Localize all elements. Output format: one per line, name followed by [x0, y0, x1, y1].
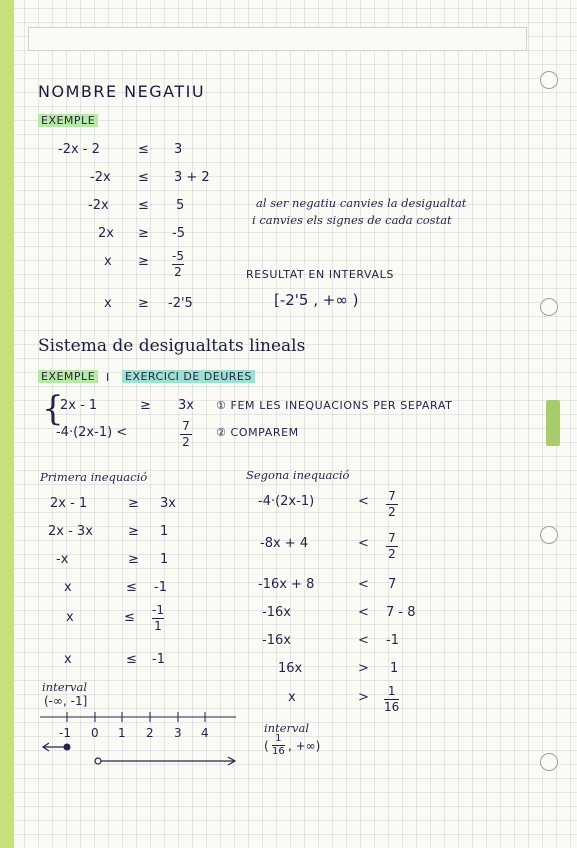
axis-tick-label: -1	[59, 726, 71, 740]
second-op: >	[358, 661, 369, 676]
second-right: -1	[386, 633, 399, 648]
first-left: x	[66, 610, 74, 625]
numerator: 1	[275, 733, 282, 744]
interval-fraction	[272, 734, 285, 757]
first-op: ≤	[126, 652, 137, 667]
note-line: al ser negatiu canvies la desigualtat	[256, 196, 467, 210]
second-op: <	[358, 577, 369, 592]
eq-right: 5	[176, 198, 185, 213]
example-label: EXEMPLE	[38, 114, 98, 127]
denominator: 2	[182, 435, 190, 449]
interval-open: (	[264, 739, 269, 753]
interval-value: (-∞, -1]	[44, 694, 88, 708]
second-left: -4·(2x-1)	[258, 494, 315, 509]
first-right: 3x	[160, 496, 176, 511]
example-label: EXEMPLE	[38, 370, 98, 383]
first-left: 2x - 1	[50, 496, 88, 511]
second-left: -8x + 4	[260, 536, 309, 551]
first-left: x	[64, 652, 72, 667]
first-left: -x	[56, 552, 69, 567]
numerator: 7	[388, 531, 396, 545]
denominator: 2	[388, 547, 396, 561]
denominator: 16	[384, 700, 400, 714]
second-op: <	[358, 494, 369, 509]
step-2: ② COMPAREM	[216, 426, 299, 439]
eq-right: -2'5	[168, 296, 193, 311]
system-eq-left: 2x - 1	[60, 398, 98, 413]
second-left: -16x	[262, 605, 291, 620]
second-left: -16x + 8	[258, 577, 315, 592]
section-title: NOMBRE NEGATIU	[38, 82, 206, 101]
second-left: -16x	[262, 633, 291, 648]
first-op: ≤	[126, 580, 137, 595]
denominator: 2	[174, 265, 182, 279]
second-right: 1	[390, 661, 399, 676]
first-left: x	[64, 580, 72, 595]
numerator: -5	[172, 249, 184, 263]
denominator: 2	[388, 505, 396, 519]
second-left: 16x	[278, 661, 303, 676]
eq-op: ≤	[138, 170, 149, 185]
result-label: RESULTAT EN INTERVALS	[246, 268, 394, 281]
note-line: i canvies els signes de cada costat	[252, 213, 452, 227]
denominator: 16	[272, 746, 285, 757]
system-brace: {	[42, 389, 64, 429]
system-eq-op: ≥	[140, 398, 151, 413]
first-op: ≥	[128, 524, 139, 539]
axis-tick-label: 2	[146, 726, 154, 740]
numerator: 7	[388, 489, 396, 503]
second-op: <	[358, 605, 369, 620]
axis-tick-label: 0	[91, 726, 99, 740]
first-op: ≥	[128, 552, 139, 567]
first-op: ≤	[124, 610, 135, 625]
numerator: -1	[152, 603, 164, 617]
eq-left: 2x	[98, 226, 114, 241]
eq-left: -2x	[90, 170, 111, 185]
first-title: Primera inequació	[40, 470, 148, 484]
denominator: 1	[154, 619, 162, 633]
result-interval: [-2'5 , +∞ )	[274, 291, 359, 309]
eq-right: 3	[174, 142, 183, 157]
eq-op: ≥	[138, 296, 149, 311]
axis-tick-label: 1	[118, 726, 126, 740]
eq-left: -2x - 2	[58, 142, 100, 157]
axis-tick-label: 3	[174, 726, 182, 740]
first-op: ≥	[128, 496, 139, 511]
numerator: 7	[182, 419, 190, 433]
open-point-icon	[95, 758, 101, 764]
eq-left: x	[104, 296, 112, 311]
second-title: Segona inequació	[246, 468, 350, 482]
closed-point-icon	[64, 744, 71, 751]
first-right: 1	[160, 552, 169, 567]
first-left: 2x - 3x	[48, 524, 93, 539]
second-op: <	[358, 633, 369, 648]
eq-op: ≥	[138, 226, 149, 241]
step-1: ① FEM LES INEQUACIONS PER SEPARAT	[216, 399, 453, 412]
eq-op: ≤	[138, 198, 149, 213]
numerator: 1	[387, 684, 396, 698]
first-right: -1	[152, 652, 165, 667]
axis-tick-label: 4	[201, 726, 209, 740]
section-title: Sistema de desigualtats lineals	[38, 336, 306, 356]
eq-op: ≤	[138, 142, 149, 157]
second-right: 7 - 8	[386, 605, 416, 620]
interval-close: , +∞)	[288, 739, 321, 753]
eq-right: -5	[172, 226, 185, 241]
second-left: x	[288, 690, 296, 705]
eq-op: ≥	[138, 254, 149, 269]
separator: I	[106, 371, 110, 384]
second-op: >	[358, 690, 369, 705]
second-op: <	[358, 536, 369, 551]
second-right: 7	[388, 577, 397, 592]
first-right: -1	[154, 580, 167, 595]
system-eq-right: 3x	[178, 398, 194, 413]
eq-right: 3 + 2	[174, 170, 210, 185]
first-right: 1	[160, 524, 169, 539]
eq-left: x	[104, 254, 112, 269]
system-eq-left: -4·(2x-1) <	[56, 425, 128, 440]
interval-label: interval	[264, 721, 310, 735]
eq-left: -2x	[88, 198, 109, 213]
interval-label: interval	[42, 680, 88, 694]
exercise-label: EXERCICI DE DEURES	[122, 370, 255, 383]
